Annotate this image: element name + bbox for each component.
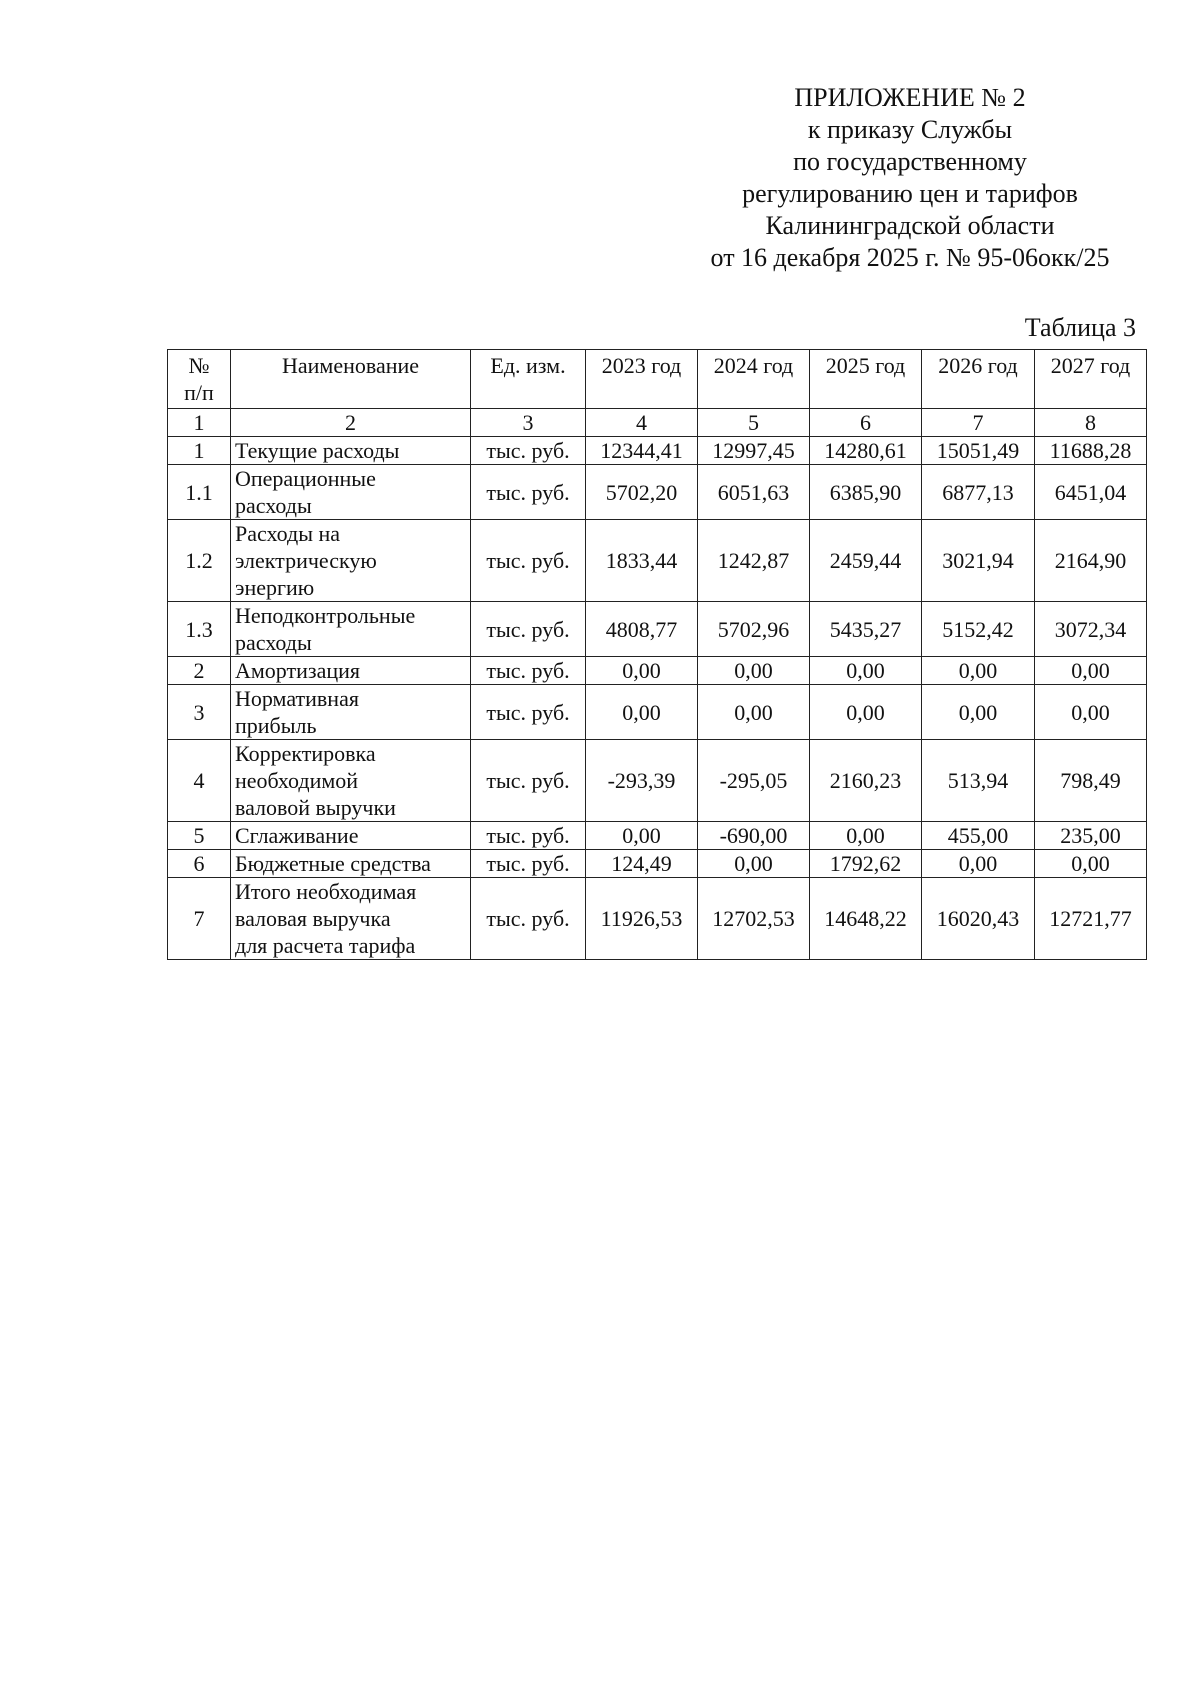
row-name-line: электрическую: [235, 548, 377, 573]
row-value-cell: 513,94: [922, 740, 1035, 822]
row-value-cell: 0,00: [698, 685, 810, 740]
row-unit-cell: тыс. руб.: [471, 657, 586, 685]
row-unit-cell: тыс. руб.: [471, 850, 586, 878]
row-value-cell: 2160,23: [810, 740, 922, 822]
row-value-cell: 16020,43: [922, 878, 1035, 960]
row-value-cell: -293,39: [586, 740, 698, 822]
table-row: [168, 657, 1147, 685]
row-name-cell: [231, 520, 471, 602]
row-name-line: расходы: [235, 493, 312, 518]
row-number-cell: 3: [168, 685, 231, 740]
row-unit-cell: тыс. руб.: [471, 740, 586, 822]
row-value-cell: 5152,42: [922, 602, 1035, 657]
row-value-cell: 0,00: [586, 685, 698, 740]
column-index-cell: 6: [810, 409, 922, 437]
row-value-cell: 0,00: [1035, 685, 1147, 740]
column-header-year: 2026 год: [922, 350, 1035, 409]
row-value-cell: 455,00: [922, 822, 1035, 850]
appendix-line-service: по государственному: [793, 147, 1027, 176]
table-row: [168, 740, 1147, 822]
row-value-cell: 1242,87: [698, 520, 810, 602]
row-value-cell: 4808,77: [586, 602, 698, 657]
row-value-cell: 235,00: [1035, 822, 1147, 850]
row-name-line: Итого необходимая: [235, 879, 417, 904]
row-value-cell: 6051,63: [698, 465, 810, 520]
row-value-cell: 15051,49: [922, 437, 1035, 465]
table-row: [168, 437, 1147, 465]
row-value-cell: -295,05: [698, 740, 810, 822]
row-value-cell: 0,00: [1035, 850, 1147, 878]
row-name-line: Операционные: [235, 466, 376, 491]
appendix-line-order: к приказу Службы: [807, 115, 1013, 144]
row-name-line: валовая выручка: [235, 906, 391, 931]
row-value-cell: 11688,28: [1035, 437, 1147, 465]
appendix-title: ПРИЛОЖЕНИЕ № 2: [794, 83, 1026, 112]
column-index-cell: 4: [586, 409, 698, 437]
row-value-cell: 5702,20: [586, 465, 698, 520]
row-value-cell: 0,00: [810, 657, 922, 685]
row-name-line: валовой выручки: [235, 795, 396, 820]
row-value-cell: 6451,04: [1035, 465, 1147, 520]
row-value-cell: 2459,44: [810, 520, 922, 602]
table-row: [168, 685, 1147, 740]
row-name-line: Амортизация: [235, 658, 361, 683]
column-index-cell: 1: [168, 409, 231, 437]
row-number-cell: 1: [168, 437, 231, 465]
row-value-cell: 5435,27: [810, 602, 922, 657]
row-value-cell: 0,00: [810, 685, 922, 740]
row-value-cell: 12721,77: [1035, 878, 1147, 960]
row-unit-cell: тыс. руб.: [471, 878, 586, 960]
row-value-cell: 0,00: [1035, 657, 1147, 685]
appendix-line-regulation: регулированию цен и тарифов: [742, 179, 1078, 208]
row-value-cell: 0,00: [698, 657, 810, 685]
row-unit-cell: тыс. руб.: [471, 465, 586, 520]
row-value-cell: 14280,61: [810, 437, 922, 465]
row-name-line: для расчета тарифа: [235, 933, 416, 958]
row-value-cell: 3021,94: [922, 520, 1035, 602]
row-number-cell: 1.3: [168, 602, 231, 657]
table-row: [168, 878, 1147, 960]
column-header-year: 2027 год: [1035, 350, 1147, 409]
table-row: [168, 602, 1147, 657]
row-value-cell: 1833,44: [586, 520, 698, 602]
row-name-line: Корректировка: [235, 741, 376, 766]
column-index-row: [168, 409, 1147, 437]
row-value-cell: 124,49: [586, 850, 698, 878]
row-number-cell: 2: [168, 657, 231, 685]
row-unit-cell: тыс. руб.: [471, 437, 586, 465]
row-unit-cell: тыс. руб.: [471, 602, 586, 657]
revenue-table: [167, 349, 1147, 960]
row-value-cell: 0,00: [922, 685, 1035, 740]
row-name-line: прибыль: [235, 713, 317, 738]
row-value-cell: 14648,22: [810, 878, 922, 960]
row-value-cell: 2164,90: [1035, 520, 1147, 602]
row-number-cell: 1.2: [168, 520, 231, 602]
row-name-line: Текущие расходы: [235, 438, 400, 463]
row-value-cell: 0,00: [922, 657, 1035, 685]
row-number-cell: 7: [168, 878, 231, 960]
row-value-cell: 12702,53: [698, 878, 810, 960]
row-value-cell: 0,00: [810, 822, 922, 850]
column-header-name: Наименование: [231, 350, 471, 409]
column-header-year: 2023 год: [586, 350, 698, 409]
row-name-cell: [231, 740, 471, 822]
row-value-cell: -690,00: [698, 822, 810, 850]
row-name-line: энергию: [235, 575, 315, 600]
row-value-cell: 798,49: [1035, 740, 1147, 822]
column-header-num-line1: №: [188, 353, 210, 378]
row-name-line: Бюджетные средства: [235, 851, 431, 876]
column-header-year: 2025 год: [810, 350, 922, 409]
row-name-cell: [231, 602, 471, 657]
column-index-cell: 8: [1035, 409, 1147, 437]
row-value-cell: 6385,90: [810, 465, 922, 520]
column-index-cell: 2: [231, 409, 471, 437]
row-value-cell: 0,00: [698, 850, 810, 878]
column-index-cell: 3: [471, 409, 586, 437]
row-value-cell: 11926,53: [586, 878, 698, 960]
row-name-cell: [231, 822, 471, 850]
column-header-num-line2: п/п: [184, 380, 214, 405]
column-header-unit: Ед. изм.: [471, 350, 586, 409]
row-name-cell: [231, 657, 471, 685]
row-name-cell: [231, 685, 471, 740]
row-value-cell: 0,00: [586, 657, 698, 685]
appendix-header: [640, 82, 1180, 274]
row-number-cell: 5: [168, 822, 231, 850]
row-value-cell: 0,00: [586, 822, 698, 850]
row-unit-cell: тыс. руб.: [471, 685, 586, 740]
row-name-line: Расходы на: [235, 521, 341, 546]
table-caption: Таблица 3: [1024, 313, 1136, 342]
row-name-cell: [231, 878, 471, 960]
row-value-cell: 1792,62: [810, 850, 922, 878]
table-header-row: [168, 350, 1147, 409]
appendix-line-date: от 16 декабря 2025 г. № 95-06окк/25: [710, 243, 1110, 272]
row-value-cell: 6877,13: [922, 465, 1035, 520]
column-index-cell: 7: [922, 409, 1035, 437]
row-name-line: расходы: [235, 630, 312, 655]
row-value-cell: 12344,41: [586, 437, 698, 465]
row-name-line: необходимой: [235, 768, 359, 793]
row-name-cell: [231, 465, 471, 520]
table-row: [168, 465, 1147, 520]
table-row: [168, 520, 1147, 602]
row-value-cell: 3072,34: [1035, 602, 1147, 657]
column-header-year: 2024 год: [698, 350, 810, 409]
table-row: [168, 850, 1147, 878]
table-row: [168, 822, 1147, 850]
column-header-num: [168, 350, 231, 409]
row-number-cell: 4: [168, 740, 231, 822]
row-unit-cell: тыс. руб.: [471, 520, 586, 602]
appendix-line-region: Калининградской области: [765, 211, 1055, 240]
row-name-cell: [231, 850, 471, 878]
row-name-line: Сглаживание: [235, 823, 359, 848]
row-value-cell: 12997,45: [698, 437, 810, 465]
row-number-cell: 6: [168, 850, 231, 878]
row-name-line: Нормативная: [235, 686, 359, 711]
row-value-cell: 5702,96: [698, 602, 810, 657]
row-number-cell: 1.1: [168, 465, 231, 520]
column-index-cell: 5: [698, 409, 810, 437]
row-name-cell: [231, 437, 471, 465]
row-unit-cell: тыс. руб.: [471, 822, 586, 850]
row-value-cell: 0,00: [922, 850, 1035, 878]
row-name-line: Неподконтрольные: [235, 603, 416, 628]
